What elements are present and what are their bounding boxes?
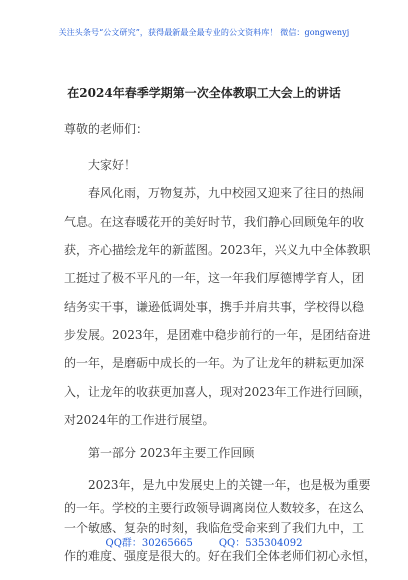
- paragraph-line: 气息。在这春暖花开的美好时节，我们静心回顾兔年的收: [64, 215, 365, 229]
- section-heading: 第一部分 2023年主要工作回顾: [88, 446, 255, 460]
- greeting: 大家好！: [88, 158, 137, 172]
- paragraph-line: 的一年。学校的主要行政领导调离岗位人数较多，在这么: [64, 501, 365, 515]
- paragraph-line: 结务实干事，谦逊低调处事，携手并肩共事，学校得以稳: [64, 300, 365, 314]
- paragraph-line: 作的难度、强度是很大的。好在我们全体老师们初心永恒，: [64, 549, 377, 563]
- paragraph-line: 一个敏感、复杂的时刻，我临危受命来到了我们九中，工: [64, 521, 365, 535]
- document-title: 在2024年春季学期第一次全体教职工大会上的讲话: [67, 86, 341, 100]
- qq-group-label: QQ群：30265665: [105, 538, 193, 549]
- header-banner: 关注头条号“公文研究”，获得最新最全最专业的公文资料库！ 微信：gongwenyj: [58, 28, 350, 37]
- salutation: 尊敬的老师们：: [64, 122, 149, 136]
- qq-number-label: QQ：535304092: [218, 538, 303, 549]
- footer-contact: [0, 534, 408, 549]
- paragraph-line: 对2024年的工作进行展望。: [64, 413, 215, 427]
- paragraph-line: 的一年，是磨砺中成长的一年。为了让龙年的耕耘更加深: [64, 356, 365, 370]
- paragraph-line: 工挺过了极不平凡的一年，这一年我们厚德博学育人，团: [64, 271, 365, 285]
- paragraph-line: 步发展。2023年，是团难中稳步前行的一年，是团结奋进: [64, 328, 371, 342]
- paragraph-line: 入，让龙年的收获更加喜人，现对2023年工作进行回顾，: [64, 385, 371, 399]
- paragraph-line: 获，齐心描绘龙年的新蓝图。2023年，兴义九中全体教职: [64, 243, 371, 257]
- paragraph-line: 春风化雨，万物复苏，九中校园又迎来了往日的热闹: [88, 186, 365, 200]
- paragraph-line: 2023年，是九中发展史上的关键一年，也是极为重要: [88, 478, 371, 492]
